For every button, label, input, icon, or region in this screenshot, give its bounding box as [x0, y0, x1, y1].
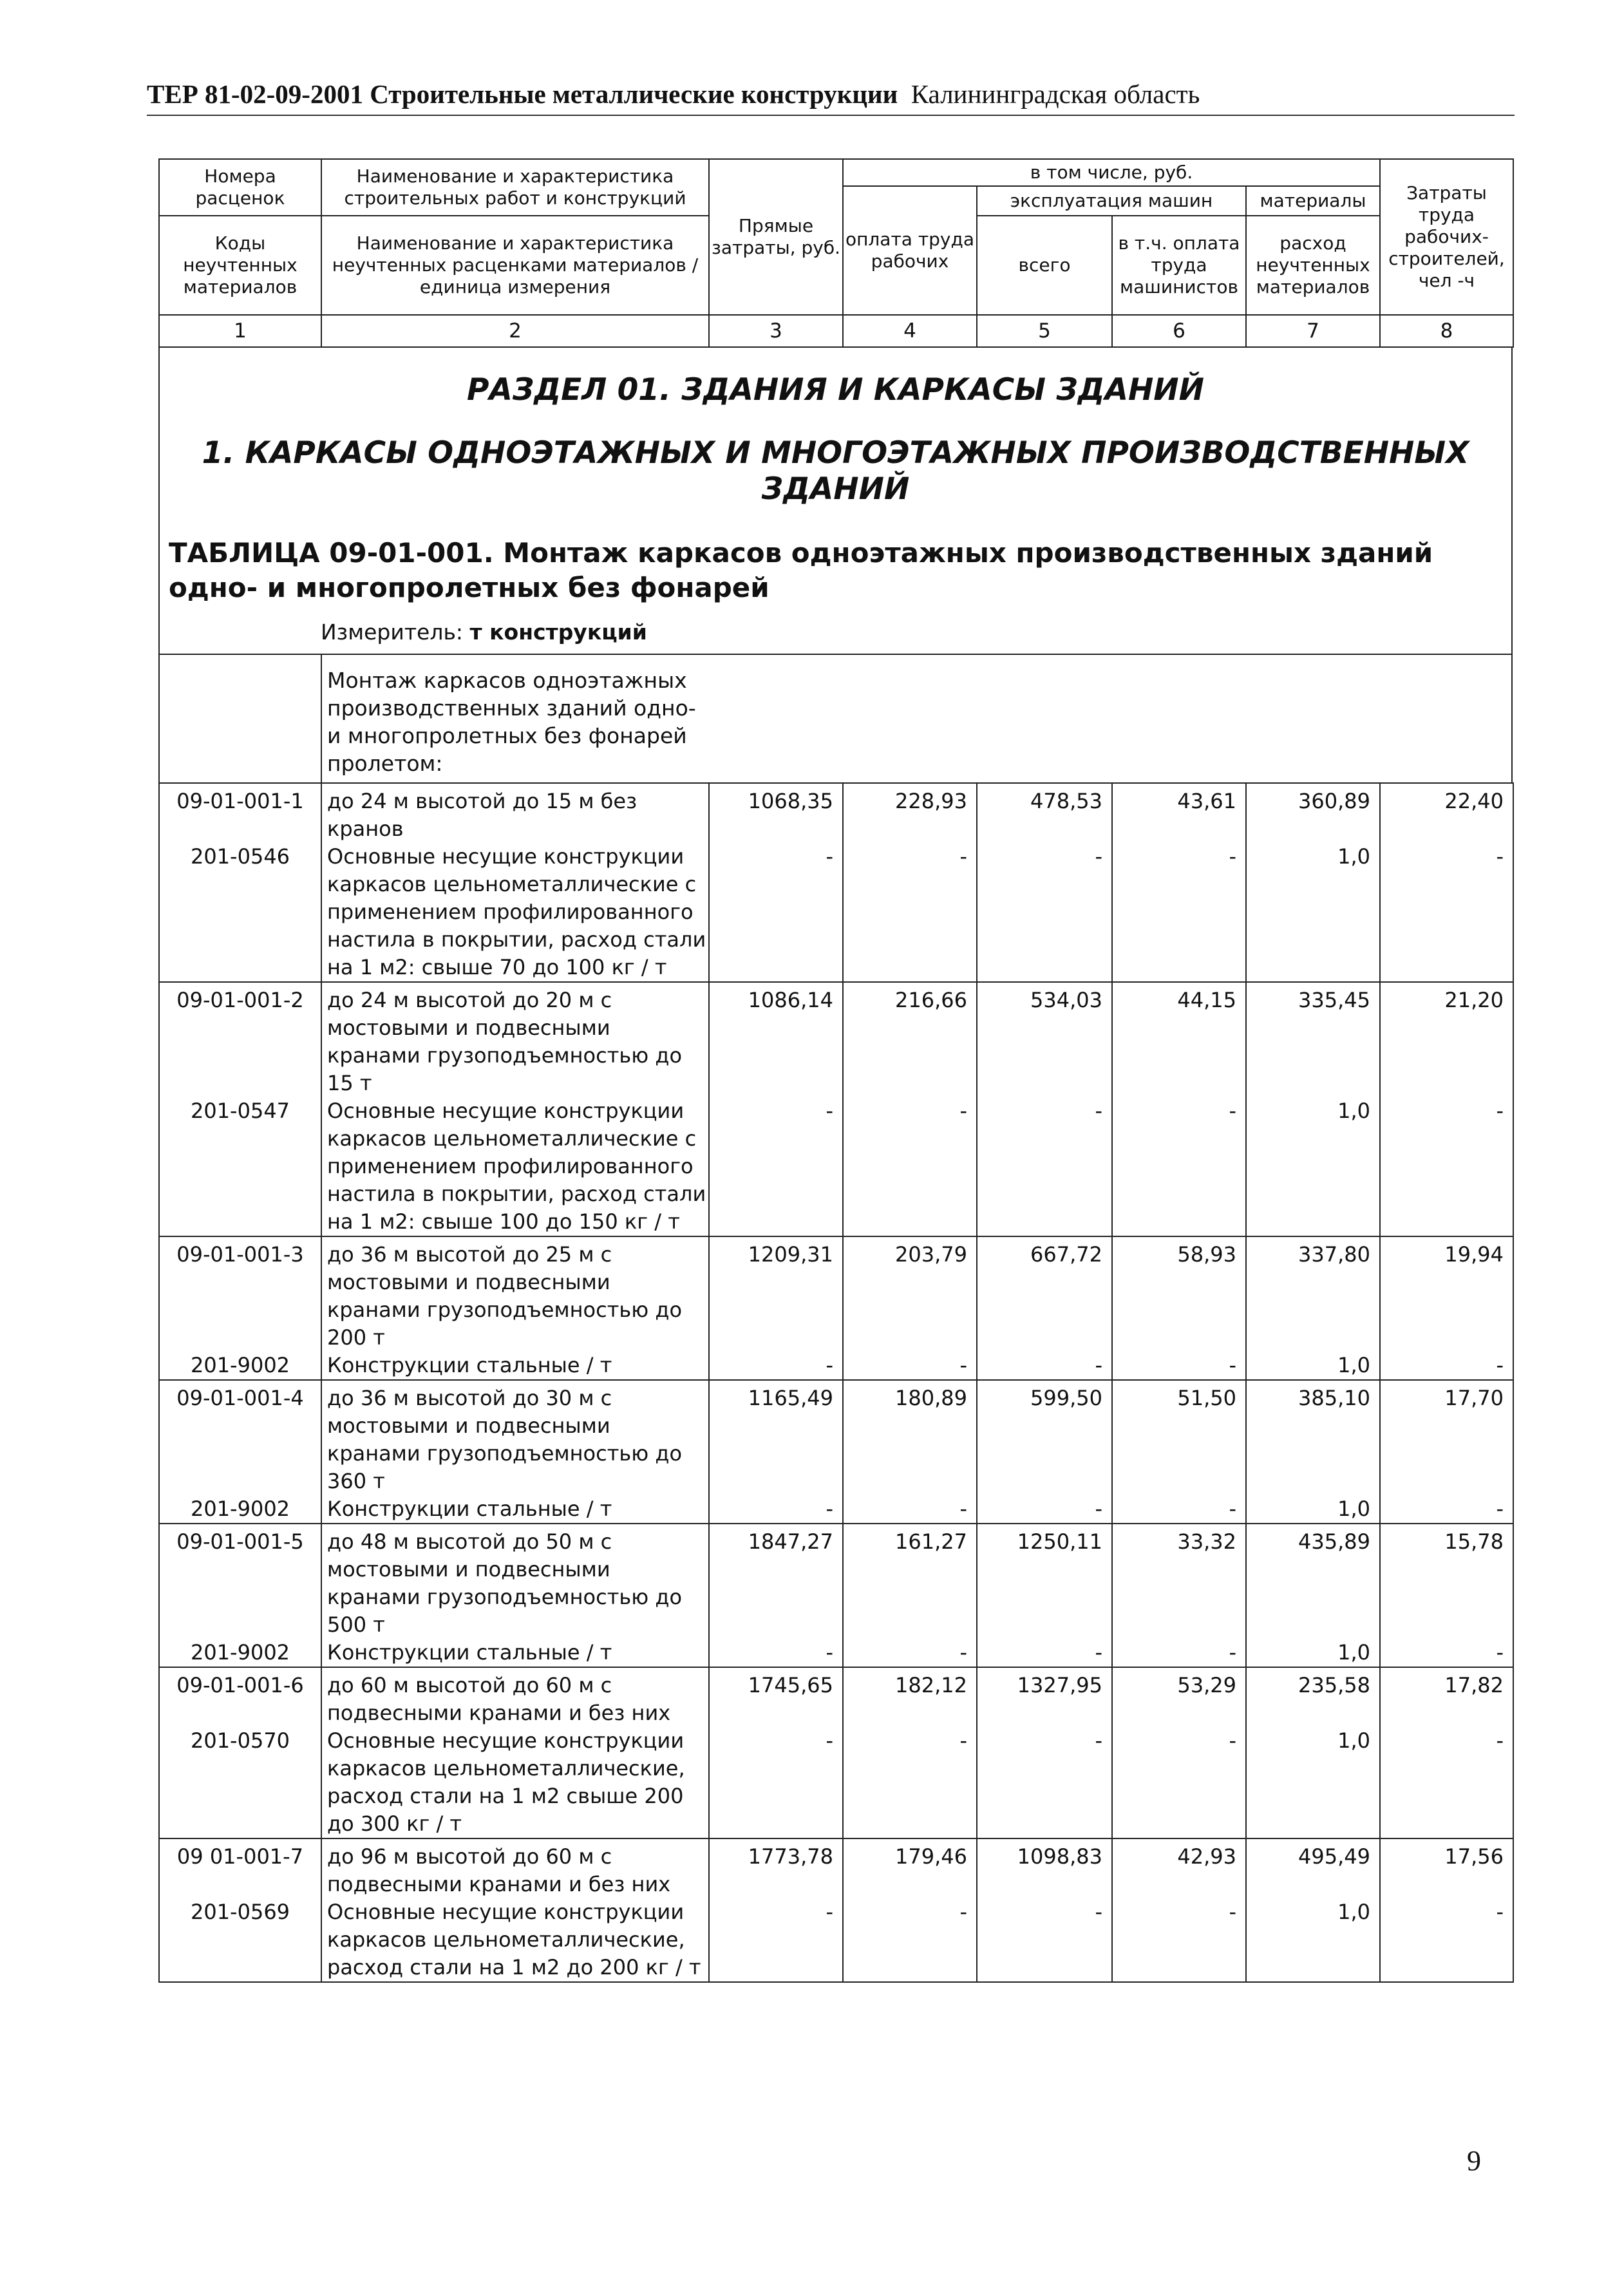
column-number: 3 — [709, 315, 843, 347]
measure-label: Измеритель: — [321, 619, 464, 645]
worker-wages: 180,89 — [843, 1380, 977, 1495]
work-description: Основные несущие конструкции каркасов цельнометаллические с применением профилированного настила в покрытии, расход стали на 1 м2: свыше 100 до 150 кг / т — [321, 1097, 709, 1236]
materials: 1,0 — [1246, 1352, 1380, 1380]
labor-hours: - — [1380, 1097, 1513, 1236]
col-including: в том числе, руб. — [843, 159, 1380, 186]
column-number: 1 — [159, 315, 321, 347]
operator-wages: - — [1112, 1352, 1246, 1380]
col-machines: эксплуатация машин — [977, 186, 1246, 216]
labor-hours: - — [1380, 1352, 1513, 1380]
header-rule — [147, 115, 1515, 116]
materials: 495,49 — [1246, 1838, 1380, 1898]
machines-total: - — [977, 1097, 1112, 1236]
operator-wages: - — [1112, 1495, 1246, 1524]
machines-total: - — [977, 1639, 1112, 1667]
machines-total: - — [977, 1727, 1112, 1838]
rate-code: 09-01-001-2 — [159, 982, 321, 1097]
work-description: до 96 м высотой до 60 м с подвесными кранами и без них — [321, 1838, 709, 1898]
section-title: РАЗДЕЛ 01. ЗДАНИЯ И КАРКАСЫ ЗДАНИЙ — [467, 372, 1204, 408]
col-direct-costs: Прямые затраты, руб. — [709, 159, 843, 315]
table-row — [159, 1380, 1513, 1495]
direct-costs: 1165,49 — [709, 1380, 843, 1495]
operator-wages: 33,32 — [1112, 1524, 1246, 1639]
materials: 1,0 — [1246, 1495, 1380, 1524]
rate-code: 09-01-001-5 — [159, 1524, 321, 1639]
table-row — [159, 1495, 1513, 1524]
materials: 385,10 — [1246, 1380, 1380, 1495]
column-number: 8 — [1380, 315, 1513, 347]
machines-total: 599,50 — [977, 1380, 1112, 1495]
worker-wages: 228,93 — [843, 783, 977, 843]
table-row — [159, 982, 1513, 1097]
machines-total: - — [977, 1898, 1112, 1982]
work-description: Конструкции стальные / т — [321, 1352, 709, 1380]
table-row — [159, 1667, 1513, 1727]
rate-code: 09-01-001-3 — [159, 1236, 321, 1352]
worker-wages: 203,79 — [843, 1236, 977, 1352]
col-materials: материалы — [1246, 186, 1380, 216]
materials: 1,0 — [1246, 1898, 1380, 1982]
direct-costs: 1209,31 — [709, 1236, 843, 1352]
worker-wages: 179,46 — [843, 1838, 977, 1898]
labor-hours: - — [1380, 1898, 1513, 1982]
table-row — [159, 1236, 1513, 1352]
direct-costs: 1847,27 — [709, 1524, 843, 1639]
operator-wages: 53,29 — [1112, 1667, 1246, 1727]
column-number: 5 — [977, 315, 1112, 347]
measure-value: т конструкций — [469, 619, 647, 645]
rate-code: 201-0547 — [159, 1097, 321, 1236]
measure-line — [321, 619, 1511, 645]
work-description: до 24 м высотой до 15 м без кранов — [321, 783, 709, 843]
direct-costs: - — [709, 1639, 843, 1667]
operator-wages: - — [1112, 1639, 1246, 1667]
worker-wages: - — [843, 1639, 977, 1667]
worker-wages: - — [843, 1898, 977, 1982]
rate-code: 201-9002 — [159, 1352, 321, 1380]
worker-wages: - — [843, 1727, 977, 1838]
labor-hours: 22,40 — [1380, 783, 1513, 843]
operator-wages: - — [1112, 1898, 1246, 1982]
work-description: до 36 м высотой до 30 м с мостовыми и подвесными кранами грузоподъемностью до 360 т — [321, 1380, 709, 1495]
direct-costs: - — [709, 843, 843, 982]
intro-text: Монтаж каркасов одноэтажных производственных зданий одно- и многопролетных без фонарей пролетом: — [321, 655, 701, 782]
work-description: до 36 м высотой до 25 м с мостовыми и подвесными кранами грузоподъемностью до 200 т — [321, 1236, 709, 1352]
header-code-title: ТЕР 81-02-09-2001 Строительные металлические конструкции — [147, 79, 898, 109]
operator-wages: - — [1112, 1097, 1246, 1236]
worker-wages: - — [843, 1352, 977, 1380]
labor-hours: - — [1380, 1495, 1513, 1524]
table-head — [158, 158, 1514, 348]
machines-total: - — [977, 1495, 1112, 1524]
worker-wages: - — [843, 1495, 977, 1524]
column-number: 6 — [1112, 315, 1246, 347]
table-row — [159, 1524, 1513, 1639]
materials: 1,0 — [1246, 1639, 1380, 1667]
table-body — [158, 782, 1514, 1983]
work-description: Основные несущие конструкции каркасов цельнометаллические, расход стали на 1 м2 свыше 200 до 300 кг / т — [321, 1727, 709, 1838]
labor-hours: 15,78 — [1380, 1524, 1513, 1639]
worker-wages: - — [843, 1097, 977, 1236]
rate-code: 201-0570 — [159, 1727, 321, 1838]
direct-costs: 1068,35 — [709, 783, 843, 843]
work-description: до 60 м высотой до 60 м с подвесными кранами и без них — [321, 1667, 709, 1727]
labor-hours: 17,56 — [1380, 1838, 1513, 1898]
direct-costs: - — [709, 1352, 843, 1380]
labor-hours: - — [1380, 1639, 1513, 1667]
col-operator-wages: в т.ч. оплата труда машинистов — [1112, 216, 1246, 315]
materials: 337,80 — [1246, 1236, 1380, 1352]
col-material-use: расход неучтенных материалов — [1246, 216, 1380, 315]
direct-costs: - — [709, 1898, 843, 1982]
rate-code: 09 01-001-7 — [159, 1838, 321, 1898]
direct-costs: 1745,65 — [709, 1667, 843, 1727]
materials: 235,58 — [1246, 1667, 1380, 1727]
column-numbers — [159, 315, 1513, 347]
operator-wages: 51,50 — [1112, 1380, 1246, 1495]
direct-costs: 1773,78 — [709, 1838, 843, 1898]
price-table — [158, 158, 1513, 1983]
materials: 435,89 — [1246, 1524, 1380, 1639]
section-titles — [158, 348, 1513, 655]
table-row — [159, 843, 1513, 982]
column-number: 2 — [321, 315, 709, 347]
intro-block — [158, 655, 1513, 782]
machines-total: - — [977, 1352, 1112, 1380]
col-name-top: Наименование и характеристика строительных работ и конструкций — [321, 159, 709, 216]
work-description: Конструкции стальные / т — [321, 1495, 709, 1524]
col-wages: оплата труда рабочих — [843, 186, 977, 315]
machines-total: 478,53 — [977, 783, 1112, 843]
materials: 335,45 — [1246, 982, 1380, 1097]
work-description: Основные несущие конструкции каркасов цельнометаллические, расход стали на 1 м2 до 200 кг / т — [321, 1898, 709, 1982]
rate-code: 201-9002 — [159, 1639, 321, 1667]
table-row — [159, 1838, 1513, 1898]
col-code-top: Номера расценок — [159, 159, 321, 216]
labor-hours: - — [1380, 843, 1513, 982]
table-row — [159, 1639, 1513, 1667]
materials: 360,89 — [1246, 783, 1380, 843]
header-region: Калининградская область — [911, 79, 1200, 109]
operator-wages: 43,61 — [1112, 783, 1246, 843]
page-number: 9 — [1467, 2145, 1481, 2177]
table-row — [159, 783, 1513, 843]
col-name-bottom: Наименование и характеристика неучтенных расценками материалов / единица измерения — [321, 216, 709, 315]
column-number: 7 — [1246, 315, 1380, 347]
machines-total: 534,03 — [977, 982, 1112, 1097]
rate-code: 09-01-001-4 — [159, 1380, 321, 1495]
direct-costs: - — [709, 1495, 843, 1524]
worker-wages: 161,27 — [843, 1524, 977, 1639]
page-header — [147, 79, 1200, 109]
materials: 1,0 — [1246, 1097, 1380, 1236]
operator-wages: 58,93 — [1112, 1236, 1246, 1352]
operator-wages: - — [1112, 1727, 1246, 1838]
operator-wages: - — [1112, 843, 1246, 982]
table-title: ТАБЛИЦА 09-01-001. Монтаж каркасов одноэтажных производственных зданий одно- и многопролетных без фонарей — [169, 537, 1433, 603]
machines-total: 667,72 — [977, 1236, 1112, 1352]
materials: 1,0 — [1246, 843, 1380, 982]
labor-hours: - — [1380, 1727, 1513, 1838]
table-row — [159, 1097, 1513, 1236]
subsection-title: 1. КАРКАСЫ ОДНОЭТАЖНЫХ И МНОГОЭТАЖНЫХ ПРОИЗВОДСТВЕННЫХ ЗДАНИЙ — [202, 435, 1469, 507]
column-number: 4 — [843, 315, 977, 347]
rate-code: 09-01-001-1 — [159, 783, 321, 843]
operator-wages: 42,93 — [1112, 1838, 1246, 1898]
worker-wages: 182,12 — [843, 1667, 977, 1727]
work-description: Конструкции стальные / т — [321, 1639, 709, 1667]
operator-wages: 44,15 — [1112, 982, 1246, 1097]
labor-hours: 19,94 — [1380, 1236, 1513, 1352]
machines-total: - — [977, 843, 1112, 982]
table-row — [159, 1352, 1513, 1380]
rate-code: 201-9002 — [159, 1495, 321, 1524]
worker-wages: 216,66 — [843, 982, 977, 1097]
labor-hours: 21,20 — [1380, 982, 1513, 1097]
labor-hours: 17,82 — [1380, 1667, 1513, 1727]
materials: 1,0 — [1246, 1727, 1380, 1838]
worker-wages: - — [843, 843, 977, 982]
col-machines-total: всего — [977, 216, 1112, 315]
rate-code: 09-01-001-6 — [159, 1667, 321, 1727]
machines-total: 1250,11 — [977, 1524, 1112, 1639]
col-labor: Затраты труда рабочих-строителей, чел -ч — [1380, 159, 1513, 315]
machines-total: 1327,95 — [977, 1667, 1112, 1727]
work-description: до 24 м высотой до 20 м с мостовыми и подвесными кранами грузоподъемностью до 15 т — [321, 982, 709, 1097]
direct-costs: 1086,14 — [709, 982, 843, 1097]
rate-code: 201-0546 — [159, 843, 321, 982]
col-code-bottom: Коды неучтенных материалов — [159, 216, 321, 315]
labor-hours: 17,70 — [1380, 1380, 1513, 1495]
machines-total: 1098,83 — [977, 1838, 1112, 1898]
work-description: до 48 м высотой до 50 м с мостовыми и подвесными кранами грузоподъемностью до 500 т — [321, 1524, 709, 1639]
rate-code: 201-0569 — [159, 1898, 321, 1982]
work-description: Основные несущие конструкции каркасов цельнометаллические с применением профилированного настила в покрытии, расход стали на 1 м2: свыше 70 до 100 кг / т — [321, 843, 709, 982]
direct-costs: - — [709, 1097, 843, 1236]
table-row — [159, 1898, 1513, 1982]
direct-costs: - — [709, 1727, 843, 1838]
table-row — [159, 1727, 1513, 1838]
